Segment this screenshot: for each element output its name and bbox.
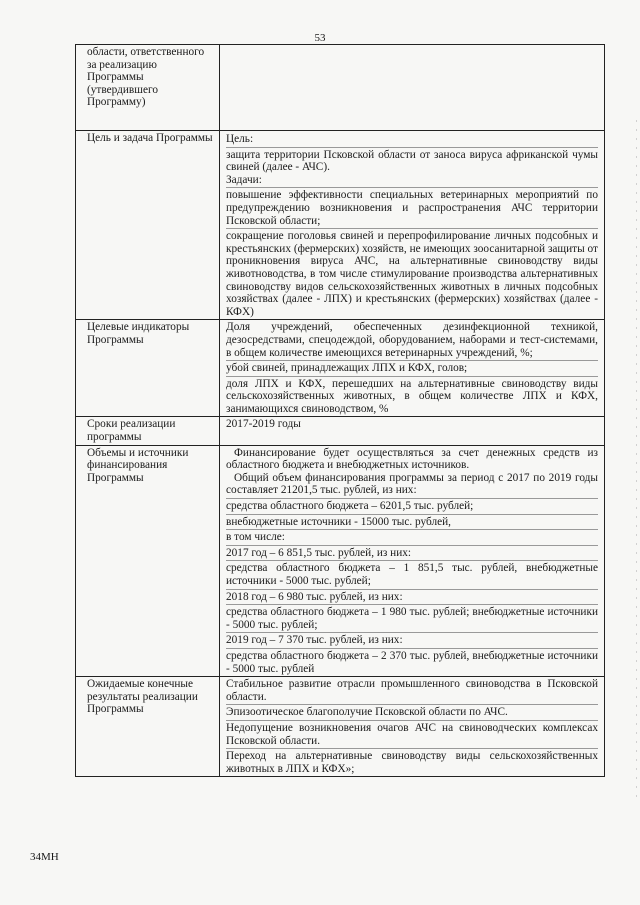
paragraph: доля ЛПХ и КФХ, перешедших на альтернативные свиноводству виды сельскохозяйственных животных, в общем количестве ЛПХ и КФХ, занимающихся свиноводством, % xyxy=(226,377,598,415)
table-row xyxy=(76,677,605,777)
paragraph: средства областного бюджета – 1 980 тыс. рублей; внебюджетные источники - 5000 тыс. рублей; xyxy=(226,606,598,631)
row-content xyxy=(220,131,605,320)
paragraph: Эпизоотическое благополучие Псковской области по АЧС. xyxy=(226,704,598,719)
paragraph: сокращение поголовья свиней и перепрофилирование личных подсобных и крестьянских (фермерских) хозяйств, не имеющих зоосанитарной защиты от проникновения вируса АЧС, на альтернативные свиноводству виды животноводства, в том числе стимулирование производства альтернативных свиноводству видов сельскохозяйственных животных в личных подсобных хозяйствах (далее - ЛПХ) и крестьянских (фермерских) хозяйствах (далее - КФХ) xyxy=(226,230,598,318)
row-label: Цель и задача Программы xyxy=(76,131,220,320)
paragraph: Недопущение возникновения очагов АЧС на свиноводческих комплексах Псковской области. xyxy=(226,721,598,747)
paragraph: 2017 год – 6 851,5 тыс. рублей, из них: xyxy=(226,545,598,560)
paragraph: Общий объем финансирования программы за период с 2017 по 2019 годы составляет 21201,5 тыс. рублей, из них: xyxy=(226,471,598,497)
row-content xyxy=(220,417,605,445)
row-content xyxy=(220,445,605,677)
table-row xyxy=(76,320,605,417)
paragraph: повышение эффективности специальных ветеринарных мероприятий по предупреждению возникновения и распространения АЧС территории Псковской области; xyxy=(226,189,598,227)
paragraph: Цель: xyxy=(226,133,254,145)
paragraph: Переход на альтернативные свиноводству виды сельскохозяйственных животных в ЛПХ и КФХ»; xyxy=(226,750,598,775)
paragraph: в том числе: xyxy=(226,529,598,544)
row-content xyxy=(220,677,605,777)
paragraph: средства областного бюджета – 2 370 тыс. рублей, внебюджетные источники - 5000 тыс. рублей xyxy=(226,649,598,675)
row-label: области, ответственного за реализацию Программы (утвердившего Программу) xyxy=(76,45,220,131)
row-content xyxy=(220,45,605,131)
table-row xyxy=(76,45,605,131)
paragraph: Задачи: xyxy=(226,173,262,186)
document-code: 34МН xyxy=(30,851,59,863)
row-label: Ожидаемые конечные результаты реализации Программы xyxy=(76,677,220,777)
paragraph: средства областного бюджета – 6201,5 тыс. рублей; xyxy=(226,498,598,513)
paragraph: 2018 год – 6 980 тыс. рублей, из них: xyxy=(226,589,598,604)
paragraph: Доля учреждений, обеспеченных дезинфекционной техникой, дезосредствами, спецодеждой, оборудованием, наборами и тест-системами, в общем количестве имеющихся ветеринарных учреждений, %; xyxy=(226,321,598,359)
table-row xyxy=(76,417,605,445)
paragraph: 2019 год – 7 370 тыс. рублей, из них: xyxy=(226,632,598,647)
paragraph: убой свиней, принадлежащих ЛПХ и КФХ, голов; xyxy=(226,360,598,375)
paragraph: средства областного бюджета – 1 851,5 тыс. рублей, внебюджетные источники - 5000 тыс. рублей; xyxy=(226,562,598,587)
row-content xyxy=(220,320,605,417)
paragraph: внебюджетные источники - 15000 тыс. рублей, xyxy=(226,514,598,529)
row-label: Целевые индикаторы Программы xyxy=(76,320,220,417)
paragraph: защита территории Псковской области от заноса вируса африканской чумы свиней (далее - АЧС). xyxy=(226,148,598,174)
paragraph: Стабильное развитие отрасли промышленного свиноводства в Псковской области. xyxy=(226,678,598,703)
paragraph: 2017-2019 годы xyxy=(226,418,301,431)
row-label: Объемы и источники финансирования Программы xyxy=(76,445,220,677)
table-row xyxy=(76,445,605,677)
program-passport-table xyxy=(75,44,605,777)
paragraph: Финансирование будет осуществляться за счет денежных средств из областного бюджета и внебюджетных источников. xyxy=(226,446,598,472)
table-row xyxy=(76,131,605,320)
scan-edge-mark xyxy=(636,120,637,800)
row-label: Сроки реализации программы xyxy=(76,417,220,445)
page-number: 53 xyxy=(314,32,326,44)
